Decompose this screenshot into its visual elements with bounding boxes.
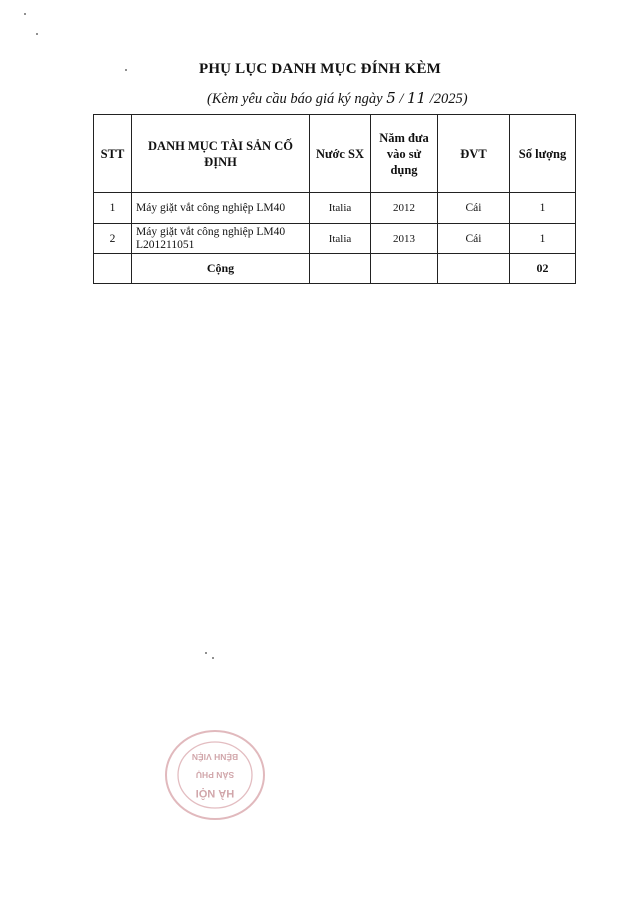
total-quantity: 02 [510, 254, 576, 284]
cell-item [132, 224, 310, 254]
cell-item-line1: Máy giặt vắt công nghiệp LM40 [136, 225, 286, 238]
scan-speck [205, 652, 207, 654]
header-quantity: Số lượng [510, 115, 576, 193]
cell-country: Italia [310, 193, 371, 224]
header-unit: ĐVT [438, 115, 510, 193]
table-header-row [94, 115, 576, 193]
header-item: DANH MỤC TÀI SẢN CỐ ĐỊNH [132, 115, 310, 193]
cell-item-line2: L201211051 [136, 238, 195, 251]
subtitle-day: 5 [386, 89, 396, 107]
document-title: PHỤ LỤC DANH MỤC ĐÍNH KÈM [198, 61, 442, 77]
cell-quantity: 1 [510, 193, 576, 224]
seal-stamp [163, 727, 268, 823]
stamp-line-2: SẢN PHỤ [195, 770, 235, 780]
scan-speck [212, 657, 214, 659]
header-year: Năm đưa vào sử dụng [371, 115, 438, 193]
cell-empty [310, 254, 371, 284]
scan-speck [36, 33, 38, 35]
total-label: Cộng [132, 254, 310, 284]
header-stt: STT [94, 115, 132, 193]
subtitle-prefix: (Kèm yêu cầu báo giá ký ngày [207, 91, 387, 107]
cell-stt: 2 [94, 224, 132, 254]
cell-empty [94, 254, 132, 284]
cell-year: 2012 [371, 193, 438, 224]
stamp-line-3: HÀ NỘI [195, 787, 235, 799]
cell-quantity: 1 [510, 224, 576, 254]
cell-unit: Cái [438, 193, 510, 224]
cell-year: 2013 [371, 224, 438, 254]
subtitle-separator: / [395, 91, 408, 107]
table-total-row [94, 254, 576, 284]
cell-unit: Cái [438, 224, 510, 254]
cell-empty [371, 254, 438, 284]
header-country: Nước SX [310, 115, 371, 193]
stamp-line-1: BỆNH VIỆN [191, 752, 239, 762]
table-row [94, 193, 576, 224]
cell-country: Italia [310, 224, 371, 254]
cell-empty [438, 254, 510, 284]
cell-stt: 1 [94, 193, 132, 224]
asset-table [93, 114, 576, 284]
document-subtitle [207, 89, 468, 108]
table-row [94, 224, 576, 254]
subtitle-month: 11 [407, 89, 427, 107]
cell-item: Máy giặt vắt công nghiệp LM40 [132, 193, 310, 224]
subtitle-suffix: /2025) [426, 91, 468, 107]
scan-speck [24, 13, 26, 15]
